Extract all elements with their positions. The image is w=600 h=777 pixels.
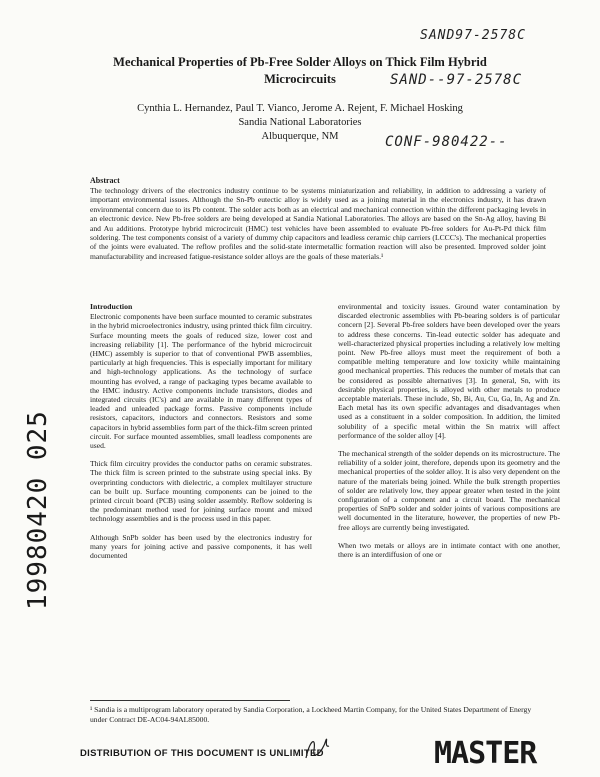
introduction-heading: Introduction [90,302,133,311]
affiliation: Sandia National Laboratories [238,117,362,128]
intro-paragraph-3: Although SnPb solder has been used by the electronics industry for many years for joining active and passive components, it has well documented [90,532,312,561]
abstract-text: The technology drivers of the electronics industry continue to be systems miniaturization and reliability, in addition to addressing a variety of important environmental issues. Although the Sn-Pb eutectic alloy is widely used as a joining material in the electronics industry, it has drawn environmental concern due to its Pb content. The solder acts both as an electrical and mechanical connection within the different packaging levels in an electronic device. New Pb-free solders are being developed at Sandia National Laboratories. The alloys are based on the Sn-Ag alloy, having Bi and Au additions. Prototype hybrid microcircuit (HMC) test vehicles have been assembled to evaluate Pb-free solders for Au-Pt-Pd thick film soldering. The test components consist of a variety of dummy chip capacitors and leadless ceramic chip carriers (LCCC's). The mechanical properties of the joints were evaluated. The reflow profiles and the solid-state intermetallic formation reaction will also be presented. Improved solder joint manufacturability and increased fatigue-resistance solder alloys are the goals of these materials.¹ [90,186,546,261]
right-paragraph-1: environmental and toxicity issues. Ground water contamination by discarded electronic assemblies with Pb-bearing solders is of particular concern [2]. Several Pb-free solders have been developed over the years to address these concerns. Tin-lead eutectic solder has adequate and well-characterized physical properties including a relatively low melting point. New Pb-free alloys must meet the requirement of both a compatible melting temperature and low toxicity while maintaining good mechanical properties. This reduces the number of metals that can be considered as possible alternatives [3]. In general, Sn, with its desirable physical properties, is alloyed with other metals to produce acceptable materials. These include, Sb, Bi, Au, Cu, Ga, In, Ag and Zn. Each metal has its own specific advantages and disadvantages when used as a constituent in a solder composition. In addition, the limited solubility of a specific metal within the Sn matrix will affect performance of the solder alloy [4]. [338,302,560,440]
left-column [90,302,312,569]
handwritten-report-number: SAND97-2578C [420,28,526,43]
distribution-statement: DISTRIBUTION OF THIS DOCUMENT IS UNLIMITED [80,748,324,759]
title-line-2: Microcircuits [264,72,336,86]
right-paragraph-2: The mechanical strength of the solder depends on its microstructure. The reliability of a solder joint, therefore, depends upon its geometry and the mechanical properties of the solder alloy. It is also very dependent on the nature of the materials being joined. While the bulk strength properties of solder are relatively low, they appear greater when tested in the joint configuration of a component and a circuit board. The mechanical properties of SnPb solder and solder joints of various compositions are well documented in the literature, however, the properties of new Pb-free alloys are currently being investigated. [338,449,560,532]
handwritten-conf-number: CONF-980422-- [385,134,508,150]
intro-paragraph-1: Electronic components have been surface mounted to ceramic substrates in the hybrid microelectronics industry, using printed thick film circuitry. Surface mounting meets the goals of reduced size, lower cost and increasing reliability [1]. The performance of the hybrid microcircuit (HMC) assembly is superior to that of conventional PWB assemblies, particularly at high frequencies. This is especially important for military and high-technology applications. As the technology of surface mounting has evolved, a range of packaging types became available to the HMC industry. Active components include transistors, diodes and integrated circuits (IC's) and are available in many different types of leaded and unleaded package forms. Passive components include resistors, capacitors, inductors and connectors. Resistors and some capacitors in hybrid assemblies form part of the thick-film screen printed circuit. For surface mounted assemblies, small leadless components are used. [90,312,312,451]
title-line-1: Mechanical Properties of Pb-Free Solder Alloys on Thick Film Hybrid [113,55,487,69]
intro-paragraph-2: Thick film circuitry provides the conductor paths on ceramic substrates. The thick film is screen printed to the substrate using special inks. By overprinting conductors with dielectric, a complex multilayer structure can be built up. Surface mounting components can be joined to the printed circuit board (PCB) using solder assembly. Reflow soldering is the predominant method used for joining surface mount and mixed technology assemblies and is the process used in this paper. [90,459,312,524]
authors: Cynthia L. Hernandez, Paul T. Vianco, Jerome A. Rejent, F. Michael Hosking [137,103,463,114]
location: Albuquerque, NM [261,131,339,142]
right-column [338,302,560,568]
side-accession-number: 19980420 025 [23,410,53,610]
master-stamp: MASTER [434,736,537,771]
handwritten-initials-icon [302,734,332,762]
abstract-heading: Abstract [90,176,120,185]
handwritten-sand-number: SAND--97-2578C [390,72,523,88]
footnote-divider [90,700,290,701]
right-paragraph-3: When two metals or alloys are in intimate contact with one another, there is an interdiffusion of one or [338,540,560,560]
footnote: ¹ Sandia is a multiprogram laboratory operated by Sandia Corporation, a Lockheed Martin Company, for the United States Department of Energy under Contract DE-AC04-94AL85000. [90,705,532,724]
